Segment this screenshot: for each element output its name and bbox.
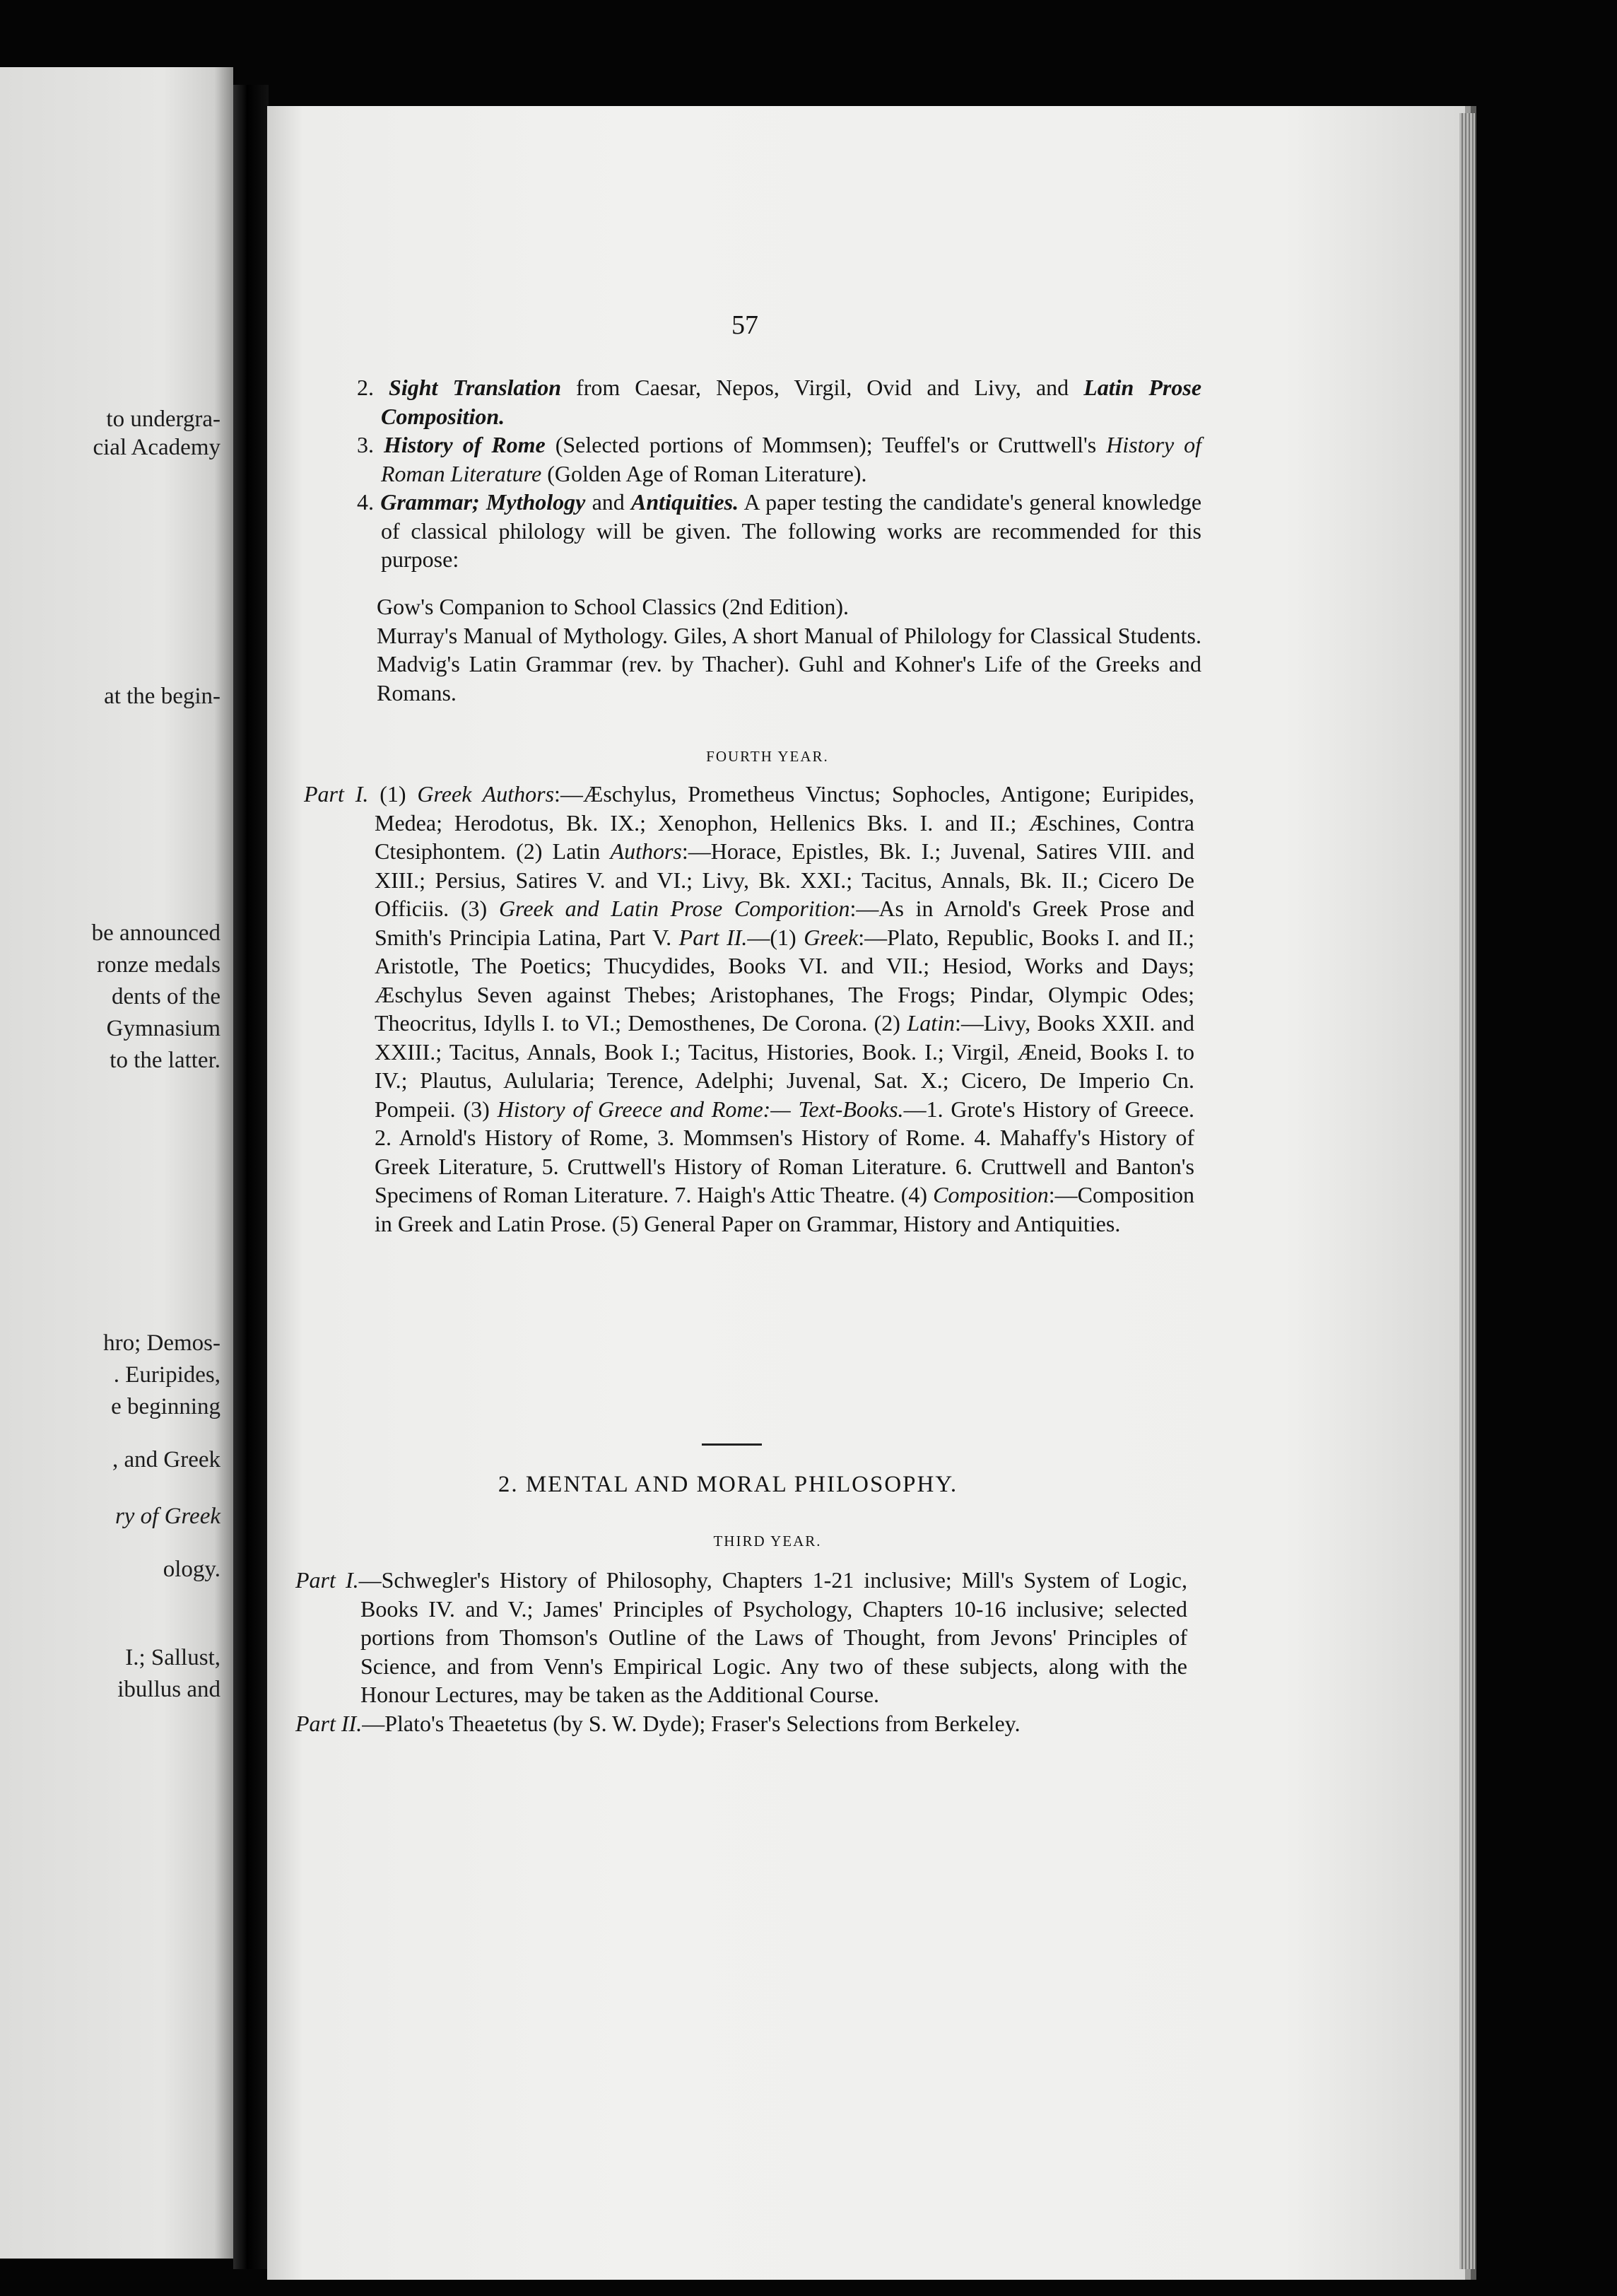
left-fragment: ry of Greek xyxy=(114,1504,220,1529)
page-number: 57 xyxy=(731,310,758,340)
italic-segment: Authors xyxy=(610,838,682,864)
left-fragment: dents of the xyxy=(112,984,220,1009)
item-4: 4. Grammar; Mythology and Antiquities. A paper testing the candidate's general knowledge of classical philology will be given. The following works are recommended for this purpose: xyxy=(357,489,1202,572)
left-fragment: ology. xyxy=(163,1557,220,1582)
text-segment: :—Horace, Epistles, Bk. I.; Juvenal, Satires VIII. and XIII.; Persius, Satires V. and VI.; Livy, Bk. XXI.; Tacitus, Annals, Bk. II.; Cicero De Officiis. (3) xyxy=(375,838,1195,921)
fourth-year-paragraph xyxy=(304,780,1194,1238)
left-fragment: at the begin- xyxy=(104,684,220,709)
book-spine xyxy=(233,85,269,2269)
left-fragment: hro; Demos- xyxy=(103,1330,220,1356)
text-segment: —(1) xyxy=(747,924,804,950)
italic-segment: Greek and Latin Prose Comporition xyxy=(498,896,850,921)
text-segment: (1) xyxy=(368,781,418,807)
left-fragment: I.; Sallust, xyxy=(125,1645,220,1670)
italic-segment: History of Greece and Rome:— Text-Books. xyxy=(497,1096,904,1122)
text-segment: :—Æschylus, Prometheus Vinctus; Sophocles, Antigone; Euripides, Medea; Herodotus, Bk. IX.; Xenophon, Hellenics Bks. I. and II.; Æschines, Contra Ctesiphontem. (2) Latin xyxy=(375,781,1195,864)
numbered-items xyxy=(357,373,1201,574)
part-label: Part I. xyxy=(304,781,369,807)
italic-segment: Greek xyxy=(804,924,859,950)
text-segment: :—As in Arnold's Greek Prose and Smith's Principia Latina, Part V. xyxy=(375,896,1195,950)
page-edge xyxy=(1459,113,1475,2269)
left-fragment: e beginning xyxy=(111,1394,220,1419)
recommended-works xyxy=(377,592,1201,707)
left-fragment: to the latter. xyxy=(110,1048,220,1073)
italic-segment: Composition xyxy=(933,1182,1049,1207)
third-year-part-1: Part I.—Schwegler's History of Philosophy, Chapters 1-21 inclusive; Mill's System of Logic, Books IV. and V.; James' Principles of Psychology, Chapters 10-16 inclusive; selected portions from Thomson's Outline of the Laws of Thought, from Jevons' Principles of Science, and from Venn's Empirical Logic. Any two of these subjects, along with the Honour Lectures, may be taken as the Additional Course. xyxy=(295,1567,1187,1707)
text-segment: :—Composition in Greek and Latin Prose. (5) General Paper on Grammar, History and Antiquities. xyxy=(375,1182,1194,1236)
text-segment: :—Livy, Books XXII. and XXIII.; Tacitus, Annals, Book I.; Tacitus, Histories, Book. I.; Virgil, Æneid, Books I. to IV.; Plautus, Aulularia; Terence, Adelphi; Juvenal, Sat. X.; Cicero, De Imperio Cn. Pompeii. (3) xyxy=(375,1010,1195,1122)
left-fragment: ibullus and xyxy=(117,1677,220,1702)
item-3: 3. History of Rome (Selected portions of Mommsen); Teuffel's or Cruttwell's History of Roman Literature (Golden Age of Roman Literature). xyxy=(357,432,1202,486)
italic-segment: Latin xyxy=(907,1010,955,1036)
left-fragment: be announced xyxy=(91,920,220,946)
left-fragment: ronze medals xyxy=(96,952,220,978)
left-fragment: Gymnasium xyxy=(106,1016,220,1041)
third-year-body xyxy=(295,1566,1187,1738)
text-segment: —1. Grote's History of Greece. 2. Arnold's History of Rome, 3. Mommsen's History of Rome. 4. Mahaffy's History of Greek Literature, 5. Cruttwell's History of Roman Literature. 6. Cruttwell and Banton's Specimens of Roman Literature. 7. Haigh's Attic Theatre. (4) xyxy=(375,1096,1195,1207)
text-segment: :—Plato, Republic, Books I. and II.; Aristotle, The Poetics; Thucydides, Books VI. and VII.; Hesiod, Works and Days; Æschylus Seven against Thebes; Aristophanes, The Frogs; Pindar, Olympic Odes; Theocritus, Idylls I. to VI.; Demosthenes, De Corona. (2) xyxy=(375,924,1195,1036)
item-2: 2. Sight Translation from Caesar, Nepos, Virgil, Ovid and Livy, and Latin Prose Composition. xyxy=(357,375,1202,429)
fourth-year-heading: FOURTH YEAR. xyxy=(706,748,829,765)
third-year-part-2: Part II.—Plato's Theaetetus (by S. W. Dyde); Fraser's Selections from Berkeley. xyxy=(295,1710,1021,1736)
left-fragment: cial Academy xyxy=(93,435,220,460)
work-entry: Gow's Companion to School Classics (2nd Edition). xyxy=(377,594,849,619)
left-facing-page xyxy=(0,67,233,2259)
section-title: 2. MENTAL AND MORAL PHILOSOPHY. xyxy=(498,1472,958,1497)
fourth-year-body xyxy=(304,780,1194,1238)
italic-segment: Greek Authors xyxy=(417,781,555,807)
section-rule xyxy=(702,1443,762,1446)
left-fragment: . Euripides, xyxy=(113,1362,220,1388)
italic-segment: Part II. xyxy=(678,924,748,950)
third-year-heading: THIRD YEAR. xyxy=(713,1533,822,1550)
left-fragment: to undergra- xyxy=(106,406,220,432)
left-fragment: , and Greek xyxy=(112,1447,220,1472)
work-entry: Murray's Manual of Mythology. Giles, A short Manual of Philology for Classical Students. Madvig's Latin Grammar (rev. by Thacher). Guhl and Kohner's Life of the Greeks and Romans. xyxy=(377,622,1201,705)
